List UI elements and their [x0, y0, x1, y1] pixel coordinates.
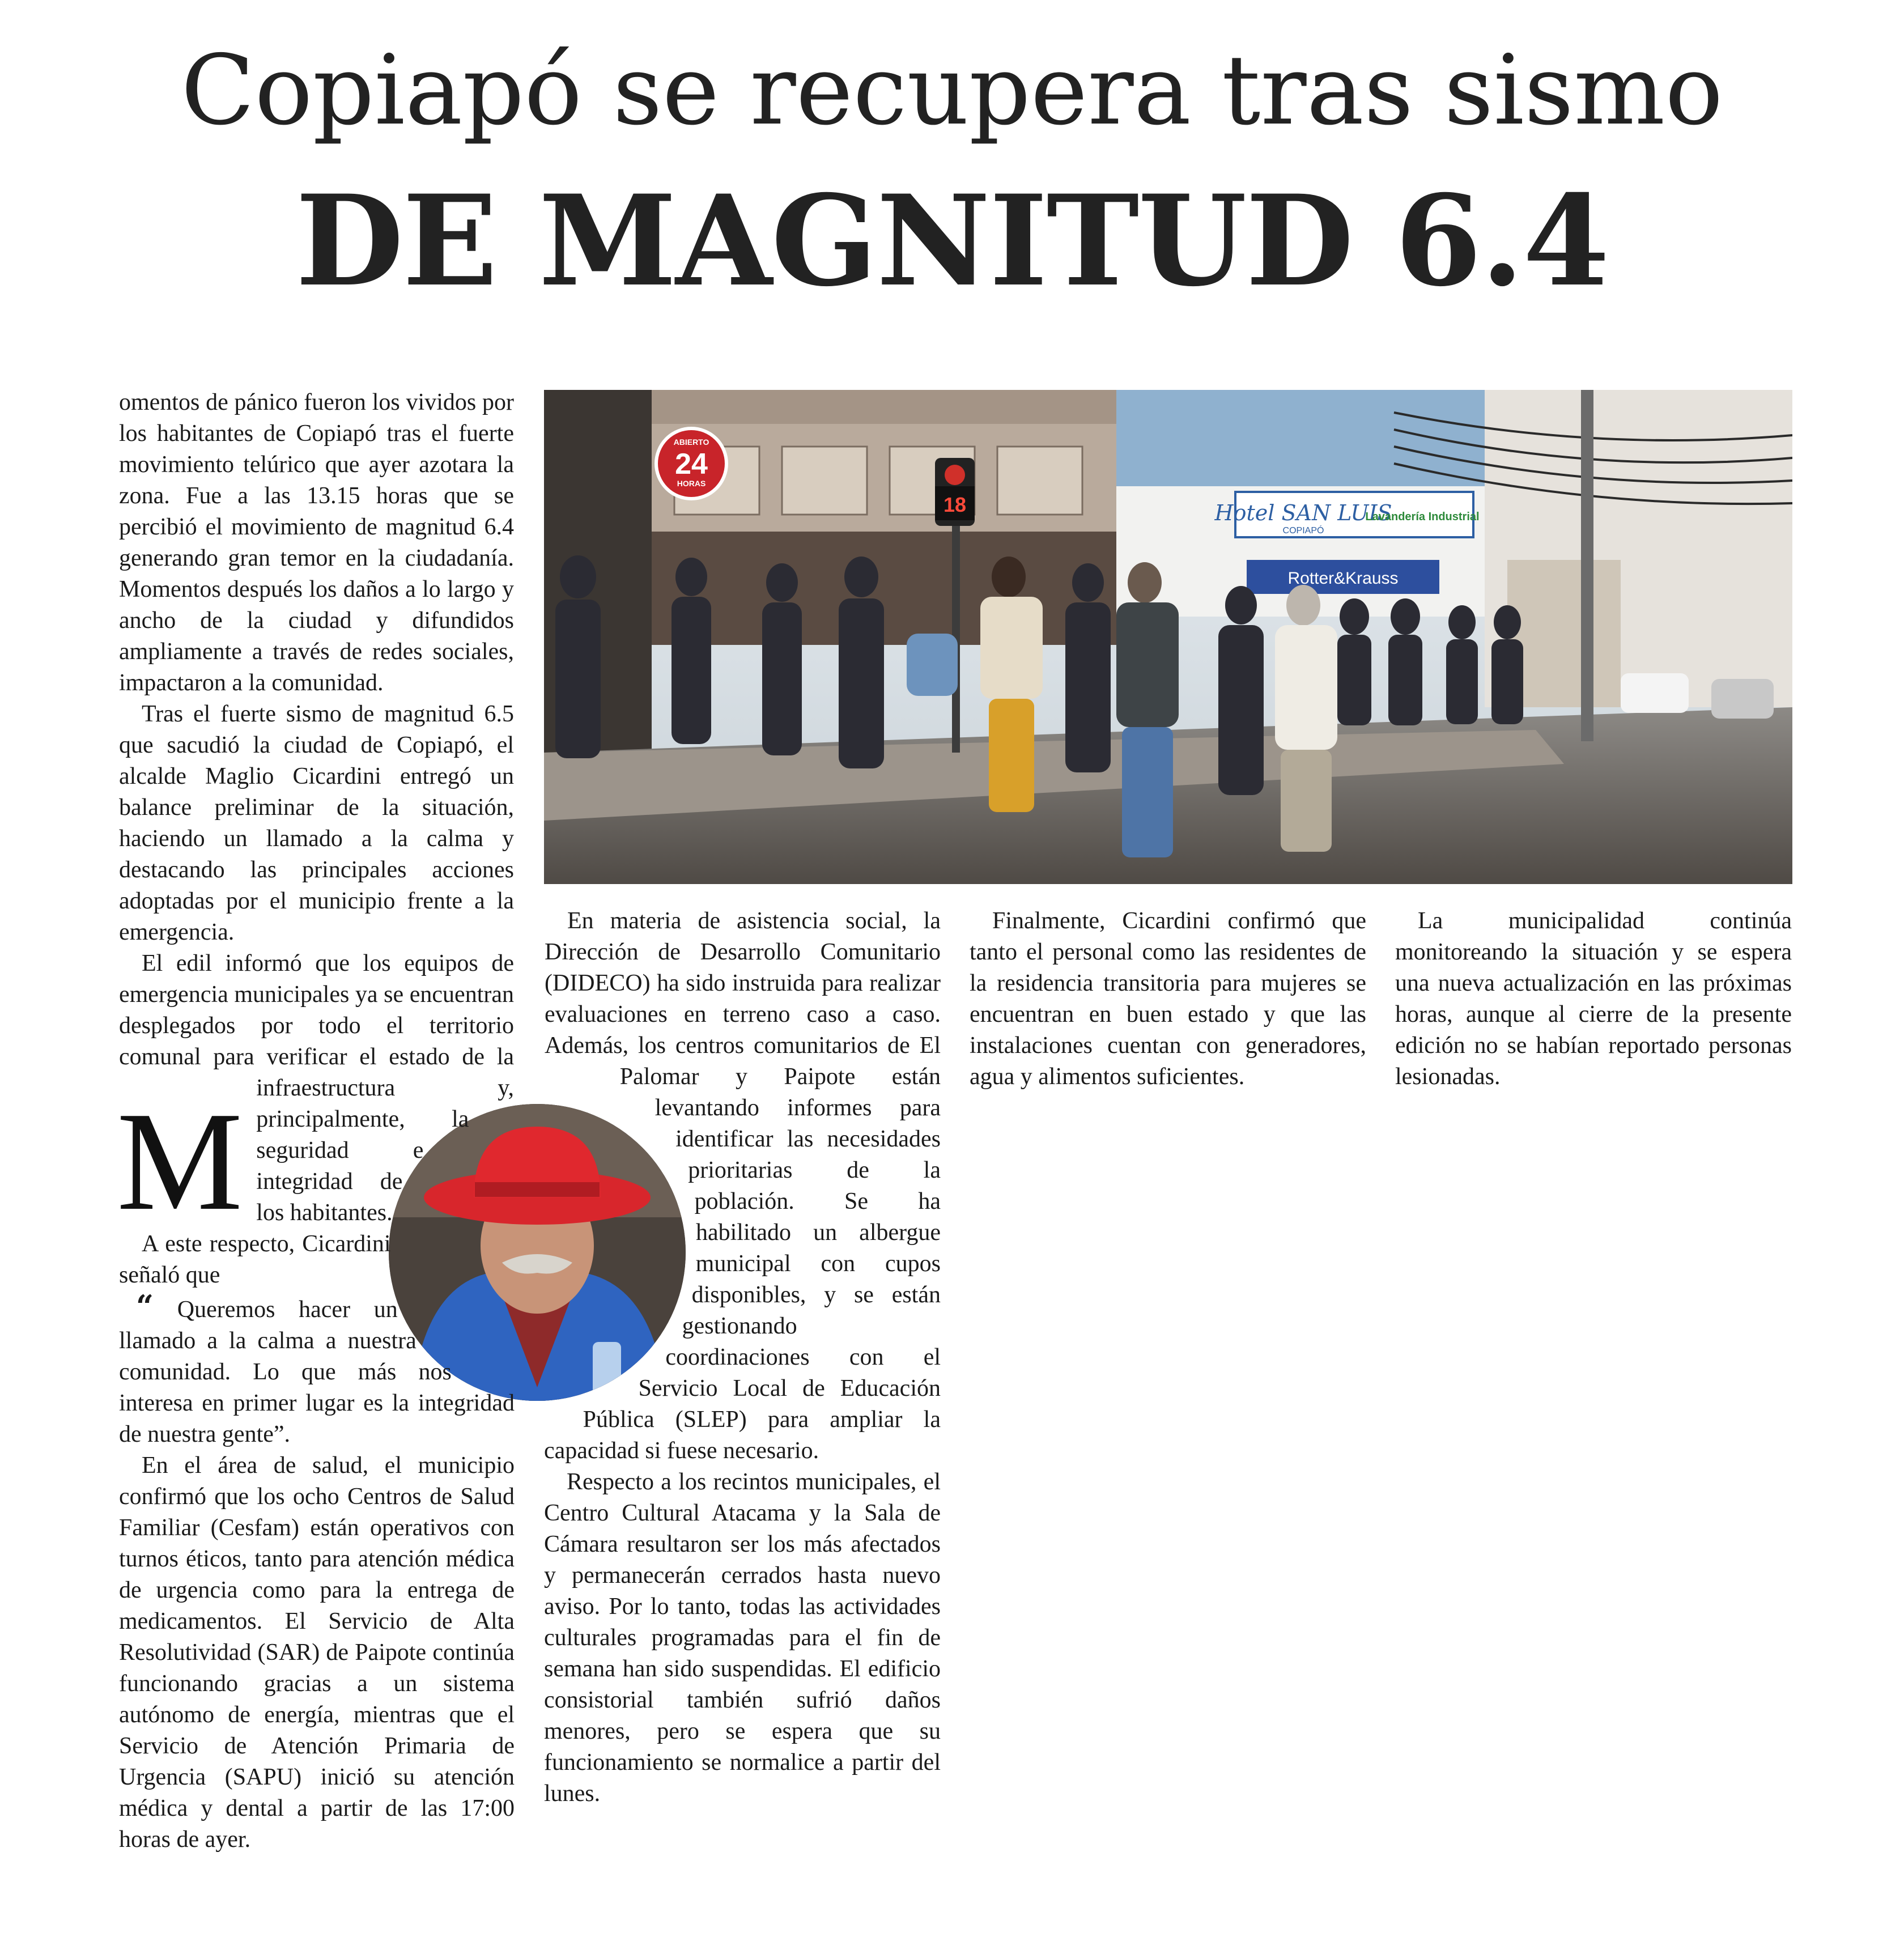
- store-sign: Rotter&Krauss: [1287, 569, 1399, 588]
- article-paragraph-2: Tras el fuerte sismo de magnitud 6.5 que sacudió la ciudad de Copiapó, el alcalde Maglio Cicardini entregó un balance preliminar de la situación, haciendo un llamado a la calma y destacando las principales acciones adoptadas por el municipio frente a la emergencia.: [119, 701, 514, 945]
- quote-mark: “: [136, 1288, 154, 1324]
- traffic-light-countdown: 18: [943, 493, 967, 516]
- article-paragraph-7: Respecto a los recintos municipales, el Centro Cultural Atacama y la Sala de Cámara resultaron ser los más afectados y permanecerán cerrados hasta nuevo aviso. Por lo tanto, todas las actividades culturales programadas para el fin de semana han sido suspendidas. El edificio consistorial también sufrió daños menores, pero se espera que su funcionamiento se normalice a partir del lunes.: [544, 1469, 941, 1807]
- article-paragraph-4: A este respecto, Cicardini señaló que: [119, 1231, 391, 1288]
- sign-open24-number: 24: [675, 448, 708, 481]
- article-column-2: [544, 906, 941, 1812]
- mayor-quote: Queremos hacer un llamado a la calma a nuestra comunidad. Lo que más nos interesa en primer lugar es la integridad de nuestra gente”.: [119, 1297, 515, 1447]
- article-paragraph-9: La municipalidad continúa monitoreando la situación y se espera una nueva actualización en las próximas horas, aunque al cierre de la presente edición no se habían reportado personas lesionadas.: [1395, 908, 1792, 1090]
- article-column-3: [970, 906, 1366, 1093]
- sign-open24-top: ABIERTO: [673, 437, 709, 447]
- article-column-4: [1395, 906, 1792, 1093]
- hotel-sign: Hotel SAN LUIS: [1214, 500, 1392, 525]
- street-scene-photo: [544, 390, 1792, 884]
- article-paragraph-8: Finalmente, Cicardini confirmó que tanto el personal como las residentes de la residencia transitoria para mujeres se encuentran en buen estado y que las instalaciones cuentan con generadores, agua y alimentos suficientes.: [970, 908, 1366, 1090]
- headline-line1: Copiapó se recupera tras sismo: [181, 35, 1723, 147]
- article-paragraph-5: En el área de salud, el municipio confirmó que los ocho Centros de Salud Familiar (Cesfam) están operativos con turnos éticos, tanto para atención médica de urgencia como para la entrega de medicamentos. El Servicio de Alta Resolutividad (SAR) de Paipote continúa funcionando gracias a un sistema autónomo de energía, mientras que el Servicio de Atención Primaria de Urgencia (SAPU) inició su atención médica y dental a partir de las 17:00 horas de ayer.: [119, 1452, 515, 1853]
- article-paragraph-3: El edil informó que los equipos de emergencia municipales ya se encuentran desplegados por todo el territorio comunal para verificar el estado de la infraestructura y, principalmente, la seguridad e integridad de los habitantes.: [119, 950, 514, 1226]
- sign-open24-bottom: HORAS: [677, 479, 706, 488]
- laundry-sign: Lavandería Industrial: [1365, 511, 1480, 523]
- headline-line2: DE MAGNITUD 6.4: [295, 167, 1609, 314]
- article-paragraph-1: omentos de pánico fueron los vividos por los habitantes de Copiapó tras el fuerte movimiento telúrico que ayer azotara la zona. Fue a las 13.15 horas que se percibió el movimiento de magnitud 6.4 generando gran temor en la ciudadanía. Momentos después los daños a lo largo y ancho de la ciudad y difundidos ampliamente a través de redes sociales, impactaron a la comunidad.: [119, 389, 514, 696]
- drop-cap: M: [117, 1083, 243, 1240]
- article-paragraph-6: En materia de asistencia social, la Dirección de Desarrollo Comunitario (DIDECO) ha sido instruida para realizar evaluaciones en terreno caso a caso. Además, los centros comunitarios de El Palomar y Paipote están levantando informes para identificar las necesidades prioritarias de la población. Se ha habilitado un albergue municipal con cupos disponibles, y se están gestionando coordinaciones con el Servicio Local de Educación Pública (SLEP) para ampliar la capacidad si fuese necesario.: [544, 908, 941, 1464]
- article-column-1: [117, 387, 515, 1853]
- hotel-subsign: COPIAPÓ: [1282, 526, 1324, 536]
